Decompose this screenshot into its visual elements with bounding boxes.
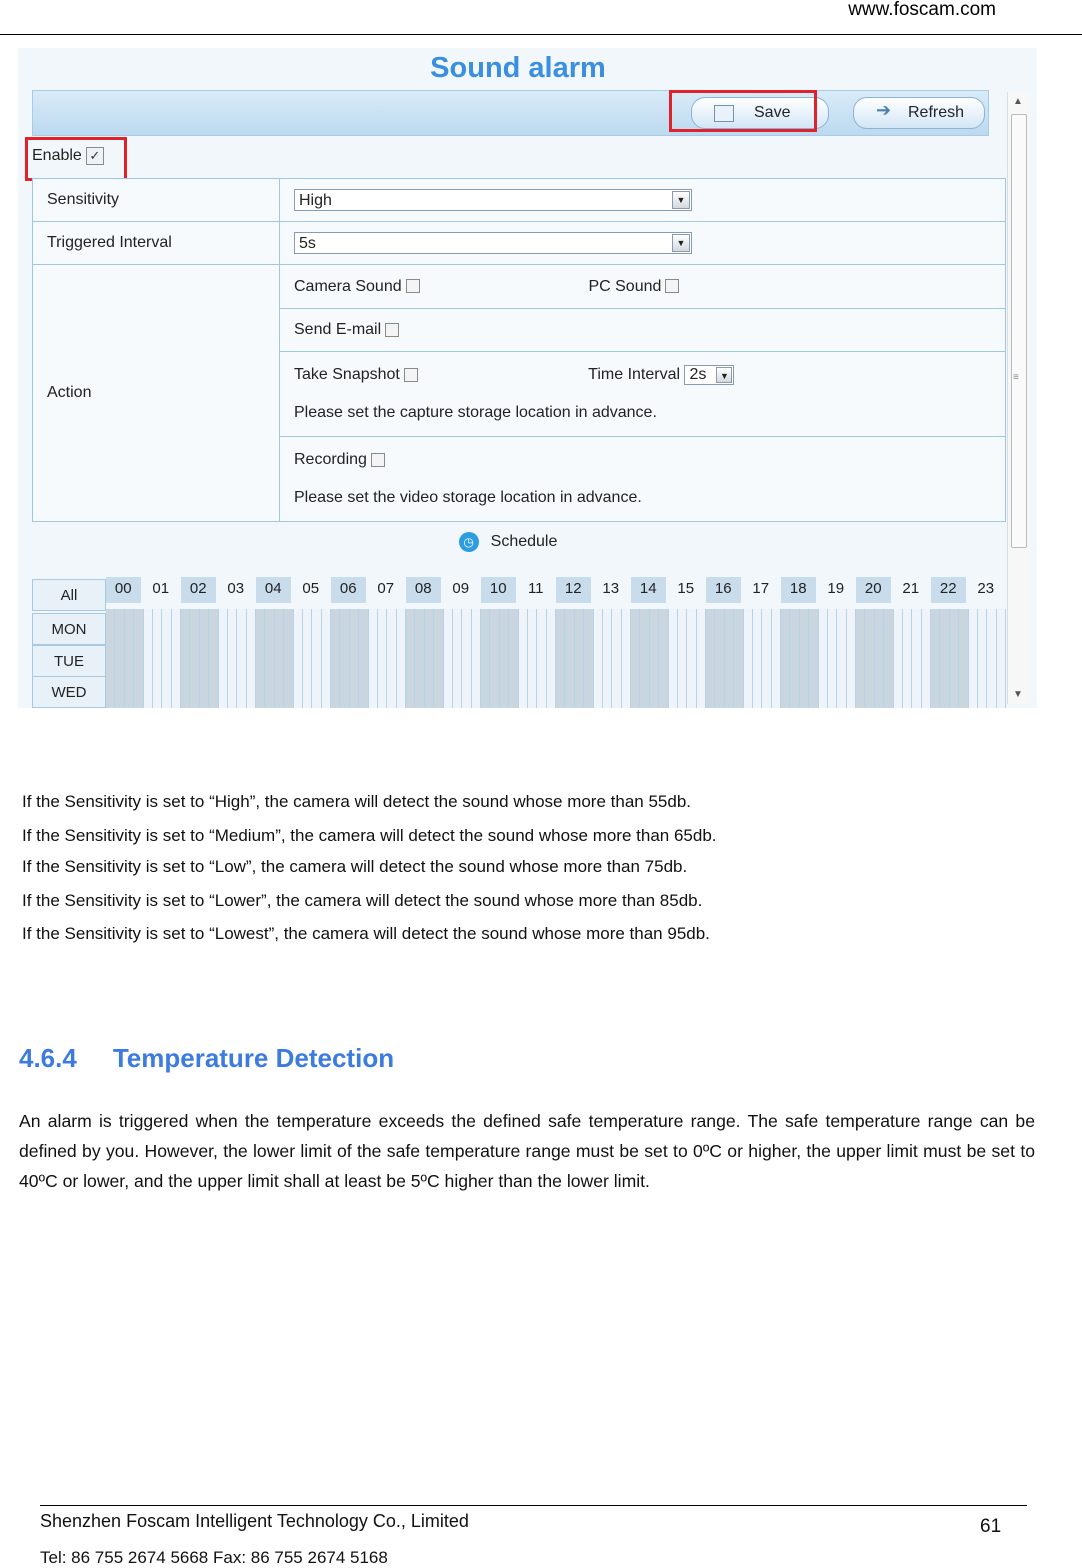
grid-cell-column[interactable]	[715, 609, 724, 708]
grid-cell-column[interactable]	[275, 609, 284, 708]
sound-alarm-screenshot	[18, 48, 1037, 708]
grid-cell-column[interactable]	[781, 609, 790, 708]
schedule-label: Schedule	[490, 533, 558, 551]
grid-cell-column[interactable]	[809, 609, 818, 708]
camera-sound-checkbox[interactable]	[406, 279, 420, 293]
sensitivity-note: If the Sensitivity is set to “High”, the camera will detect the sound whose more than 55db.	[22, 792, 692, 811]
grid-cell-column[interactable]	[678, 609, 687, 708]
grid-hour-label[interactable]: 18	[781, 577, 816, 603]
pc-sound-label: PC Sound	[588, 277, 662, 295]
footer-rule	[40, 1505, 1027, 1506]
grid-cell-column[interactable]	[134, 609, 143, 708]
camera-sound-label: Camera Sound	[294, 277, 402, 295]
recording-note: Please set the video storage location in advance.	[294, 489, 642, 506]
footer-contact: Tel: 86 755 2674 5668 Fax: 86 755 2674 5168	[40, 1548, 388, 1567]
grid-cell-column[interactable]	[856, 609, 865, 708]
interval-cell	[280, 222, 1006, 265]
grid-hour-label[interactable]: 05	[302, 580, 320, 597]
send-email-checkbox[interactable]	[385, 323, 399, 337]
grid-cell-column[interactable]	[303, 609, 312, 708]
sensitivity-note: If the Sensitivity is set to “Low”, the camera will detect the sound whose more than 75db.	[22, 857, 688, 876]
grid-cell-column[interactable]	[219, 609, 228, 708]
panel-title: Sound alarm	[430, 52, 606, 84]
grid-cell-column[interactable]	[875, 609, 884, 708]
toolbar	[32, 90, 989, 136]
time-interval-select[interactable]	[684, 365, 734, 385]
grid-cell-column[interactable]	[978, 609, 987, 708]
grid-row-wed[interactable]: WED	[32, 676, 106, 708]
grid-cell-column[interactable]	[894, 609, 903, 708]
grid-cell-column[interactable]	[181, 609, 190, 708]
grid-hour-header	[106, 577, 1006, 605]
grid-cell-column[interactable]	[434, 609, 443, 708]
section-title: Temperature Detection	[112, 1043, 395, 1073]
grid-cell-column[interactable]	[528, 609, 537, 708]
grid-hour-label[interactable]: 03	[227, 580, 245, 597]
grid-cell-column[interactable]	[744, 609, 753, 708]
grid-cell-column[interactable]	[772, 609, 781, 708]
grid-hour-label[interactable]: 13	[602, 580, 620, 597]
grid-cell-column[interactable]	[903, 609, 912, 708]
grid-cell-column[interactable]	[359, 609, 368, 708]
grid-cell-column[interactable]	[706, 609, 715, 708]
grid-hour-label[interactable]: 23	[977, 580, 995, 597]
pc-sound-checkbox[interactable]	[665, 279, 679, 293]
grid-cell-column[interactable]	[209, 609, 218, 708]
interval-value: 5s	[299, 235, 316, 252]
grid-cell-column[interactable]	[415, 609, 424, 708]
grid-cell-column[interactable]	[659, 609, 668, 708]
scroll-down-icon[interactable]: ▼	[1013, 689, 1023, 700]
grid-hour-label[interactable]: 16	[706, 577, 741, 603]
sensitivity-note: If the Sensitivity is set to “Medium”, the camera will detect the sound whose more than 65db.	[22, 826, 717, 845]
grid-cell-column[interactable]	[500, 609, 509, 708]
grid-cell-column[interactable]	[734, 609, 743, 708]
grid-cell-column[interactable]	[922, 609, 931, 708]
grid-cell-column[interactable]	[425, 609, 434, 708]
refresh-icon: ➔	[876, 100, 892, 120]
sensitivity-note: If the Sensitivity is set to “Lower”, the camera will detect the sound whose more than 85db.	[22, 891, 703, 910]
grid-cell-column[interactable]	[800, 609, 809, 708]
snapshot-cell	[280, 352, 1006, 437]
grid-cell-column[interactable]	[312, 609, 321, 708]
enable-label: Enable	[32, 147, 82, 165]
grid-hour-label[interactable]: 14	[631, 577, 666, 603]
grid-cell-column[interactable]	[847, 609, 856, 708]
grid-cell-column[interactable]	[331, 609, 340, 708]
grid-cell-column[interactable]	[547, 609, 556, 708]
grid-cell-column[interactable]	[584, 609, 593, 708]
grid-cell-column[interactable]	[125, 609, 134, 708]
grid-hour-label[interactable]: 01	[152, 580, 170, 597]
grid-cell-column[interactable]	[669, 609, 678, 708]
grid-cell-column[interactable]	[997, 609, 1006, 708]
section-body: An alarm is triggered when the temperature exceeds the defined safe temperature range. The safe temperature range can be defined by you. However, the lower limit of the safe temperature range must be set to 0ºC or higher, the upper limit must be set to 40ºC or lower, and the upper limit shall at least be 5ºC higher than the lower limit.	[19, 1111, 1035, 1191]
send-email-label: Send E-mail	[294, 321, 382, 338]
grid-cell-column[interactable]	[369, 609, 378, 708]
grid-cell-column[interactable]	[144, 609, 153, 708]
grid-hour-label[interactable]: 17	[752, 580, 770, 597]
grid-hour-label[interactable]: 20	[856, 577, 891, 603]
grid-cell-column[interactable]	[340, 609, 349, 708]
grid-cell-column[interactable]	[247, 609, 256, 708]
refresh-label: Refresh	[908, 104, 965, 121]
grid-hour-label[interactable]: 07	[377, 580, 395, 597]
grid-cell-column[interactable]	[631, 609, 640, 708]
grid-cell-column[interactable]	[350, 609, 359, 708]
dropdown-arrow-icon[interactable]: ▼	[672, 191, 690, 209]
grid-cell-column[interactable]	[228, 609, 237, 708]
refresh-button[interactable]	[853, 97, 985, 129]
grid-cell-column[interactable]	[387, 609, 396, 708]
grid-cell-column[interactable]	[950, 609, 959, 708]
grid-cell-column[interactable]	[884, 609, 893, 708]
grid-cell-column[interactable]	[912, 609, 921, 708]
snapshot-note: Please set the capture storage location in advance.	[294, 404, 657, 421]
grid-cell-column[interactable]	[790, 609, 799, 708]
grid-hour-label[interactable]: 08	[406, 577, 441, 603]
grid-hour-label[interactable]: 02	[181, 577, 216, 603]
grid-cell-column[interactable]	[519, 609, 528, 708]
page-number: 61	[980, 1516, 1002, 1537]
header-url: www.foscam.com	[848, 0, 996, 20]
time-interval-label: Time Interval	[588, 366, 681, 383]
grid-cell-column[interactable]	[819, 609, 828, 708]
save-label: Save	[754, 104, 791, 121]
enable-highlight-box	[25, 137, 127, 181]
grid-cell-column[interactable]	[172, 609, 181, 708]
grid-cell-column[interactable]	[622, 609, 631, 708]
header-rule	[0, 34, 1082, 35]
grid-cell-column[interactable]	[687, 609, 696, 708]
grid-cell-column[interactable]	[284, 609, 293, 708]
grid-cell-column[interactable]	[865, 609, 874, 708]
grid-cell-column[interactable]	[837, 609, 846, 708]
grid-cell-column[interactable]	[115, 609, 124, 708]
grid-cell-column[interactable]	[725, 609, 734, 708]
grid-cell-column[interactable]	[753, 609, 762, 708]
sound-alarm-form	[32, 178, 1006, 522]
grid-cell-column[interactable]	[190, 609, 199, 708]
sensitivity-label: Sensitivity	[33, 179, 280, 222]
grid-row-all[interactable]: All	[32, 579, 106, 611]
grid-cell-column[interactable]	[640, 609, 649, 708]
grid-cell-column[interactable]	[594, 609, 603, 708]
grid-cell-column[interactable]	[162, 609, 171, 708]
sensitivity-value: High	[299, 192, 332, 209]
grid-cell-column[interactable]	[931, 609, 940, 708]
grid-cells[interactable]	[106, 609, 1006, 708]
interval-label: Triggered Interval	[33, 222, 280, 265]
grid-cell-column[interactable]	[828, 609, 837, 708]
grid-cell-column[interactable]	[509, 609, 518, 708]
clock-icon: ◷	[459, 532, 479, 552]
grid-hour-label[interactable]: 19	[827, 580, 845, 597]
grid-hour-label[interactable]: 00	[106, 577, 141, 603]
grid-cell-column[interactable]	[490, 609, 499, 708]
grid-cell-column[interactable]	[237, 609, 246, 708]
section-number: 4.6.4	[19, 1043, 77, 1073]
grid-cell-column[interactable]	[650, 609, 659, 708]
time-interval-value: 2s	[689, 365, 707, 383]
grid-row-mon[interactable]: MON	[32, 613, 106, 645]
email-cell	[280, 309, 1006, 352]
grid-hour-label[interactable]: 21	[902, 580, 920, 597]
grid-cell-column[interactable]	[959, 609, 968, 708]
section-heading	[19, 1043, 394, 1074]
take-snapshot-checkbox[interactable]	[404, 368, 418, 382]
grid-hour-label[interactable]: 15	[677, 580, 695, 597]
footer-company: Shenzhen Foscam Intelligent Technology Co., Limited	[40, 1511, 469, 1531]
sound-options-cell	[280, 265, 1006, 309]
grid-cell-column[interactable]	[444, 609, 453, 708]
sensitivity-cell	[280, 179, 1006, 222]
save-highlight-box	[669, 90, 817, 132]
action-label: Action	[33, 265, 280, 522]
grid-cell-column[interactable]	[462, 609, 471, 708]
grid-cell-column[interactable]	[537, 609, 546, 708]
grid-cell-column[interactable]	[969, 609, 978, 708]
grid-cell-column[interactable]	[472, 609, 481, 708]
grid-hour-label[interactable]: 22	[931, 577, 966, 603]
sensitivity-note: If the Sensitivity is set to “Lowest”, the camera will detect the sound whose more than 95db.	[22, 924, 710, 943]
grid-cell-column[interactable]	[200, 609, 209, 708]
grid-cell-column[interactable]	[565, 609, 574, 708]
grid-hour-label[interactable]: 06	[331, 577, 366, 603]
grid-cell-column[interactable]	[106, 609, 115, 708]
grid-hour-label[interactable]: 10	[481, 577, 516, 603]
grid-cell-column[interactable]	[453, 609, 462, 708]
grid-cell-column[interactable]	[294, 609, 303, 708]
grid-row-tue[interactable]: TUE	[32, 645, 106, 677]
enable-checkbox[interactable]: ✓	[86, 147, 104, 165]
grid-cell-column[interactable]	[575, 609, 584, 708]
dropdown-arrow-icon[interactable]: ▼	[716, 367, 732, 383]
grid-cell-column[interactable]	[153, 609, 162, 708]
dropdown-arrow-icon[interactable]: ▼	[672, 234, 690, 252]
grid-hour-label[interactable]: 11	[527, 580, 544, 597]
grid-hour-label[interactable]: 09	[452, 580, 470, 597]
grid-cell-column[interactable]	[556, 609, 565, 708]
grid-cell-column[interactable]	[940, 609, 949, 708]
schedule-header	[18, 532, 998, 552]
grid-cell-column[interactable]	[406, 609, 415, 708]
grid-cell-column[interactable]	[481, 609, 490, 708]
grid-hour-label[interactable]: 04	[256, 577, 291, 603]
scroll-up-icon[interactable]: ▲	[1013, 96, 1023, 107]
grid-cell-column[interactable]	[397, 609, 406, 708]
grid-cell-column[interactable]	[256, 609, 265, 708]
grid-cell-column[interactable]	[603, 609, 612, 708]
scrollbar-thumb[interactable]	[1011, 114, 1027, 548]
grid-cell-column[interactable]	[612, 609, 621, 708]
grid-cell-column[interactable]	[265, 609, 274, 708]
take-snapshot-label: Take Snapshot	[294, 366, 400, 383]
grid-cell-column[interactable]	[322, 609, 331, 708]
scroll-grip-icon: ≡	[1013, 372, 1019, 383]
recording-cell	[280, 437, 1006, 522]
grid-hour-label[interactable]: 12	[556, 577, 591, 603]
recording-checkbox[interactable]	[371, 453, 385, 467]
grid-cell-column[interactable]	[697, 609, 706, 708]
sensitivity-select[interactable]	[294, 189, 692, 211]
grid-cell-column[interactable]	[378, 609, 387, 708]
schedule-grid[interactable]	[32, 577, 1006, 708]
grid-cell-column[interactable]	[762, 609, 771, 708]
interval-select[interactable]	[294, 232, 692, 254]
scrollbar[interactable]	[1007, 92, 1030, 704]
recording-label: Recording	[294, 451, 367, 468]
grid-cell-column[interactable]	[987, 609, 996, 708]
